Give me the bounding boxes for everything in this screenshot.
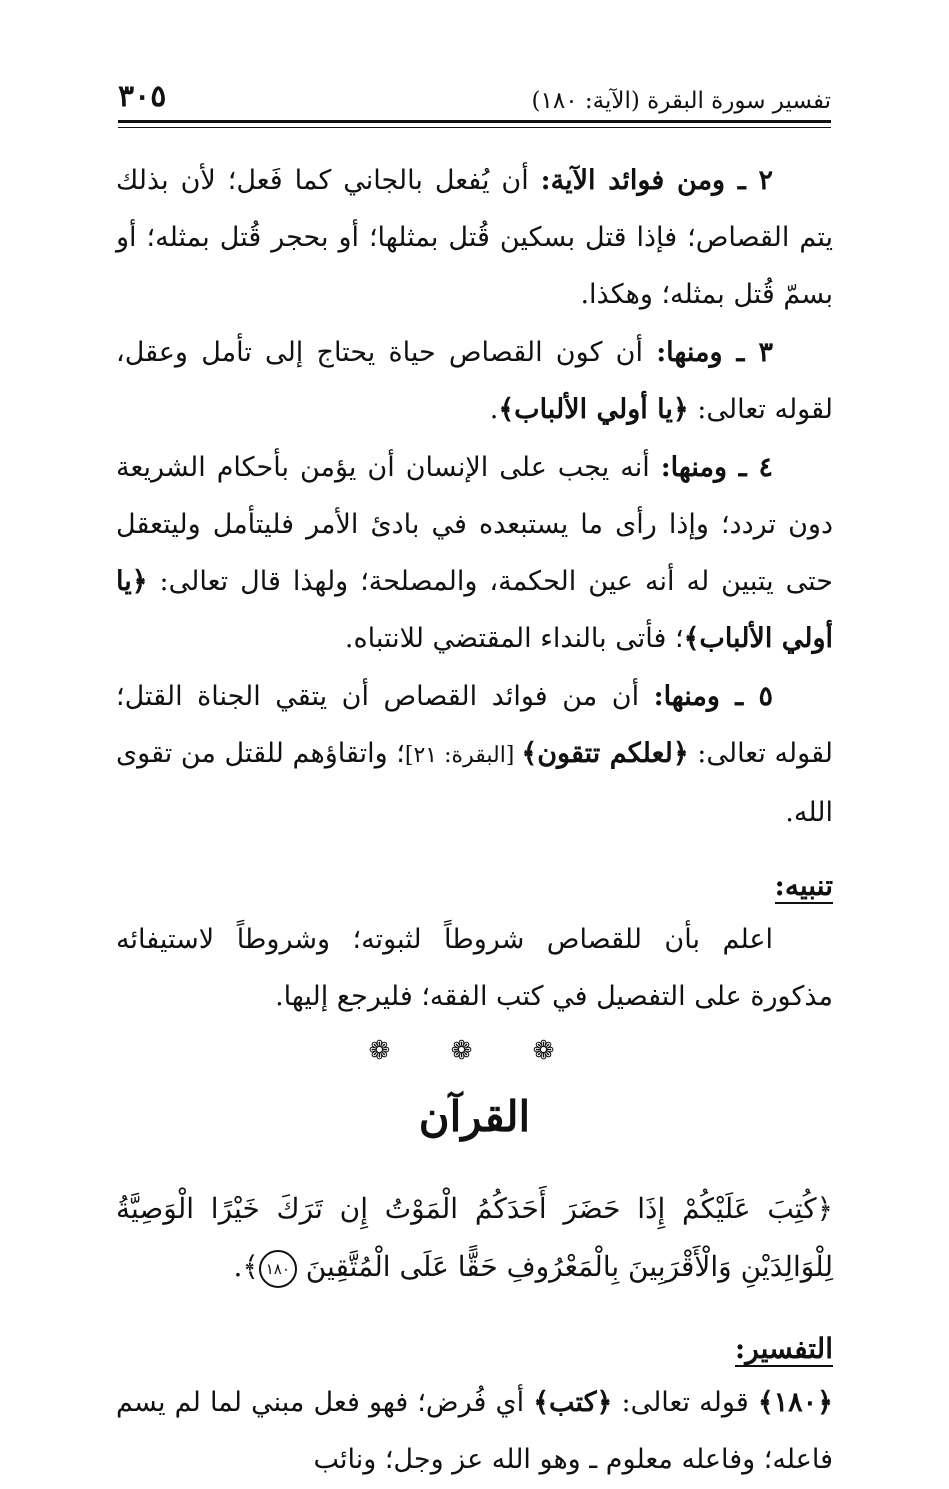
section-separator: ❁ ❁ ❁ xyxy=(368,1036,581,1066)
tafsir-word: ﴿كتب﴾ xyxy=(533,1387,613,1418)
quran-quote: ﴿يا أولي الألباب﴾ xyxy=(116,566,833,654)
quran-quote: ﴿يا أولي الألباب﴾ xyxy=(498,394,689,425)
quran-quote: ﴿لعلكم تتقون﴾ xyxy=(521,738,689,769)
point-text: أن من فوائد القصاص أن يتقي الجناة القتل؛ لقوله تعالى: xyxy=(116,681,833,769)
tafsir-heading: التفسير: xyxy=(734,1332,833,1365)
paragraph-point-5 xyxy=(116,668,833,841)
point-tail: . xyxy=(489,394,499,425)
header-rule-thin xyxy=(118,127,831,128)
header-rule-thick xyxy=(118,120,831,123)
paragraph-point-3 xyxy=(116,324,833,438)
point-label: ٢ ـ ومن فوائد الآية: xyxy=(540,165,773,196)
point-label: ٤ ـ ومنها: xyxy=(660,452,774,483)
quran-verse xyxy=(116,1180,833,1296)
point-text: أن يُفعل بالجاني كما فَعل؛ لأن بذلك يتم القصاص؛ فإذا قتل بسكين قُتل بمثلها؛ أو بحجر قُتل بمثله؛ أو بسمّ قُتل بمثله؛ وهكذا. xyxy=(116,165,833,310)
paragraph-point-2 xyxy=(116,152,833,323)
point-tail: ؛ فأتى بالنداء المقتضي للانتباه. xyxy=(344,623,684,654)
point-label: ٥ ـ ومنها: xyxy=(653,681,773,712)
point-text: أنه يجب على الإنسان أن يؤمن بأحكام الشريعة دون تردد؛ وإذا رأى ما يستبعده في بادئ الأمر فليتأمل وليتعقل حتى يتبين له أنه عين الحكمة، والمصلحة؛ ولهذا قال تعالى: xyxy=(116,452,833,597)
verse-text: ﴿كُتِبَ عَلَيْكُمْ إِذَا حَضَرَ أَحَدَكُمُ الْمَوْتُ إِن تَرَكَ خَيْرًا الْوَصِيَّةُ لِلْوَالِدَيْنِ وَالْأَقْرَبِينَ بِالْمَعْرُوفِ حَقًّا عَلَى الْمُتَّقِينَ xyxy=(116,1192,833,1283)
point-tail: ؛ واتقاؤهم للقتل من تقوى الله. xyxy=(116,738,833,828)
tafsir-paragraph xyxy=(116,1374,833,1488)
running-header xyxy=(118,79,831,118)
tafsir-verse-number: ﴿١٨٠﴾ xyxy=(757,1387,833,1418)
point-text: أن كون القصاص حياة يحتاج إلى تأمل وعقل، لقوله تعالى: xyxy=(116,337,833,425)
paragraph-point-4 xyxy=(116,439,833,667)
tafsir-intro: قوله تعالى: xyxy=(612,1387,758,1418)
notice-paragraph: اعلم بأن للقصاص شروطاً لثبوته؛ وشروطاً لاستيفائه مذكورة على التفصيل في كتب الفقه؛ فليرجع إليها. xyxy=(116,924,833,1012)
body-text xyxy=(116,152,833,1489)
header-title: تفسير سورة البقرة (الآية: ١٨٠) xyxy=(531,88,831,114)
notice-heading: تنبيه: xyxy=(774,869,833,902)
page-number: ٣٠٥ xyxy=(118,79,167,114)
tafsir-text: أي فُرض؛ فهو فعل مبني لما لم يسم فاعله؛ وفاعله معلوم ـ وهو الله عز وجل؛ ونائب xyxy=(116,1387,833,1475)
surah-reference: [البقرة: ٢١] xyxy=(404,743,522,768)
point-label: ٣ ـ ومنها: xyxy=(656,337,773,368)
quran-section-title: القرآن xyxy=(418,1092,531,1141)
verse-number-marker: ١٨٠ xyxy=(259,1250,297,1288)
verse-close: ﴾. xyxy=(233,1250,259,1283)
